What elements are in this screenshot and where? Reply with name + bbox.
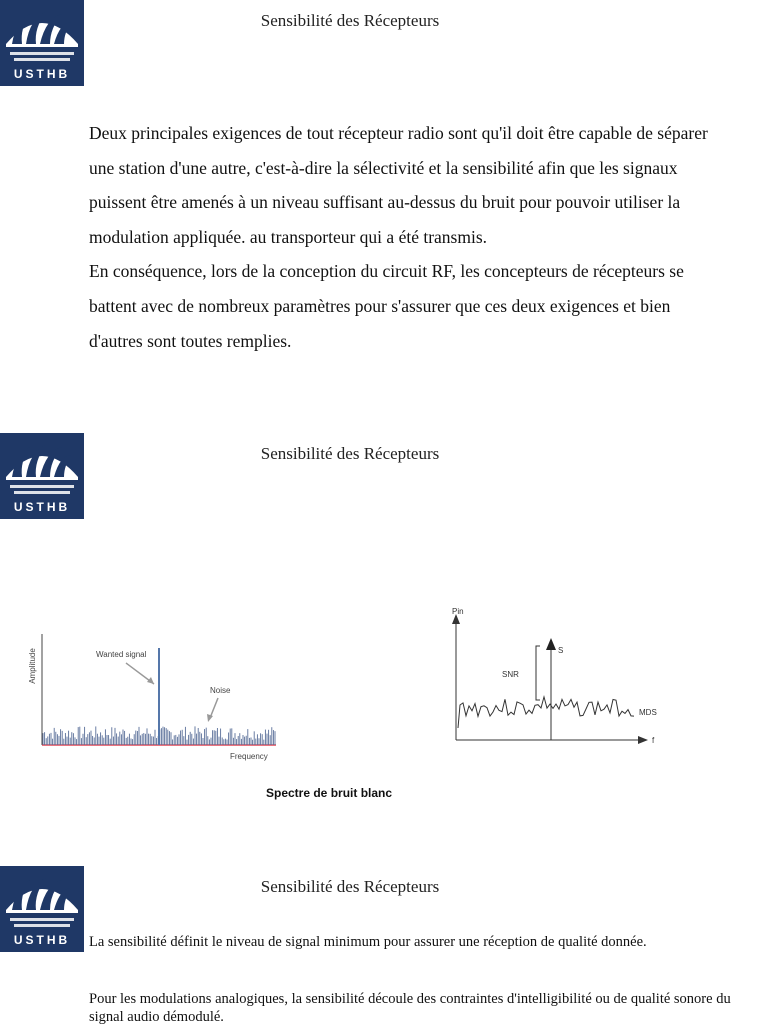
paragraph: Deux principales exigences de tout récepteur radio sont qu'il doit être capable de séparer une station d'une autre, c'est-à-dire la sélectivité et la sensibilité afin que les signaux puissent être amenés à un niveau suffisant au-dessus du bruit pour pouvoir utiliser la modulation appliquée. au transporteur qui a été transmis. xyxy=(89,123,708,247)
slide-title: Sensibilité des Récepteurs xyxy=(260,444,440,463)
slide-title: Sensibilité des Récepteurs xyxy=(260,11,440,30)
ylabel: Amplitude xyxy=(28,648,37,684)
logo-text: USTHB xyxy=(13,933,71,947)
arrow-noise-head xyxy=(207,714,213,722)
snr-bracket xyxy=(536,646,540,700)
snr-mds-chart xyxy=(440,604,670,750)
chart-caption: Spectre de bruit blanc xyxy=(266,786,393,800)
paragraph: La sensibilité définit le niveau de signal minimum pour assurer une réception de qualité donnée. xyxy=(89,934,647,950)
annotation-snr: SNR xyxy=(502,670,519,679)
xlabel: Frequency xyxy=(230,752,268,761)
logo-text: USTHB xyxy=(13,500,71,514)
signal-arrow xyxy=(546,638,556,650)
slide-body xyxy=(89,116,709,358)
noise-spectrum-chart xyxy=(26,630,286,770)
annotation-mds: MDS xyxy=(639,708,657,717)
annotation-noise: Noise xyxy=(210,686,231,695)
ylabel: Pin xyxy=(452,607,464,616)
paragraph: Pour les modulations analogiques, la sensibilité découle des contraintes d'intelligibilité ou de qualité sonore du signal audio démodulé. xyxy=(89,991,731,1025)
arrow-wanted-head xyxy=(147,677,154,684)
slide-title: Sensibilité des Récepteurs xyxy=(260,877,440,896)
arrow-noise xyxy=(210,698,218,718)
xlabel: f xyxy=(652,736,655,745)
x-axis-arrow xyxy=(638,736,648,744)
logo-text: USTHB xyxy=(13,67,71,81)
noise-trace xyxy=(458,697,634,728)
paragraph: En conséquence, lors de la conception du circuit RF, les concepteurs de récepteurs se battent avec de nombreux paramètres pour s'assurer que ces deux exigences et bien d'autres sont toutes remplies. xyxy=(89,261,684,351)
annotation-s: S xyxy=(558,646,564,655)
annotation-wanted: Wanted signal xyxy=(96,650,147,659)
